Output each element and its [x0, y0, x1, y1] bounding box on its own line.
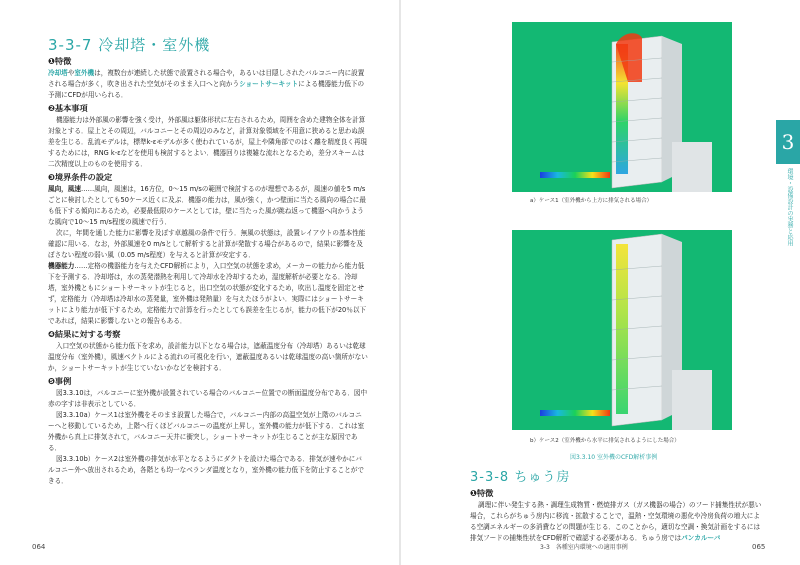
figure-case2: [512, 230, 732, 430]
paragraph-wind-2: 次に，年間を通した能力に影響を及ぼす卓越風の条件で行う．無風の状態は，設置レイアウトの基本性能確認に用いる．なお，外部風速を0 m/sとして解析すると計算が発散する場合があるので，結果に影響を及ぼさない程度の弱い風（0.05 m/s程度）を与えると計算が安定する．: [48, 229, 366, 259]
paragraph-capacity: 機器能力……定格の機器能力を与えたCFD解析により，入口空気の状態を求め，メーカーの能力から能力低下を予測する．冷却塔は，水の蒸発潜熱を利用して冷却水を冷却するため，湿度解析が必要となる．冷却塔，室外機ともにショートサーキットが生じると，出口空気の状態が変化するため，吹出し温度を固定とせず，定格能力（冷却塔は冷却水の蒸発量，室外機は発熱量）を与えたほうがよい．実際にはショートサーキットにより能力が低下するため，定格能力で計算を行ったとしても誤差を生じるが，能力の低下が20％以下であれば，結果に影響しないとの報告もある．: [48, 262, 367, 325]
chapter-tab: 3: [776, 120, 800, 164]
page-number-left: 064: [32, 543, 46, 551]
page-number-right: 065: [752, 543, 766, 551]
paragraph-results: 入口空気の状態から能力低下を求め，設計能力以下となる場合は，遮蔽温度分布（冷却塔）あるいは乾球温度分布（室外機），風速ベクトルによる流れの可視化を行い，遮蔽温度あるいは乾球温度の高い箇所がないか，ショートサーキットが生じていないかなどを検討する．: [48, 342, 368, 372]
paragraph-basics: 機器能力は外部風の影響を強く受け，外部風は躯体形状に左右されるため，周囲を含めた建物全体を計算対象とする．屋上とその周辺，バルコニーとその周辺のみなど，計算対象領域を不用意に狭めると思わぬ誤差を生じる．乱流モデルは，標準k-εモデルが多く使われているが，屋上や隣角部でのはく離を精度良く再現するためには，RNG k-εなどを使用も検討するとよい．機器回りは複雑な流れとなるため，差分スキームは二次精度以上のものを使用する．: [48, 116, 368, 168]
heading-features: ❶特徴: [48, 56, 72, 66]
figure-case2-graphic: [512, 230, 732, 430]
heading-example: ❺事例: [48, 376, 72, 386]
figure-case1-graphic: [512, 22, 732, 192]
figure-case1: [512, 22, 732, 192]
caption-case2: b）ケース2（室外機から水平に排気されるようにした場合）: [530, 438, 680, 444]
figure-title: 図3.3.10 室外機のCFD解析事例: [570, 454, 658, 461]
left-body: [48, 54, 368, 487]
chapter-sidebar-text: 環境・設備設計の実務と応用: [786, 168, 793, 246]
heading-results: ❹結果に対する考察: [48, 329, 121, 339]
heading-kitchen-features: ❶特徴: [470, 488, 494, 498]
caption-case1: a）ケース1（室外機から上方に排気される場合）: [530, 198, 653, 204]
paragraph-kitchen: 調理に伴い発生する熱・調理生成物質・燃焼排ガス（ガス機器の場合）のフード捕集性状が悪い場合，これらがちゅう房内に移流・拡散することで，温熱・空気環境の悪化や冷房負荷の増大による空調エネルギーの多消費などの問題が生じる．このことから，適切な空調・換気計画をするには排気フードの捕集性状をCFD解析で確認する必要がある．ちゅう房ではパンカルーバ: [470, 501, 762, 542]
heading-basics: ❷基本事項: [48, 103, 88, 113]
section2-title: 3-3-8 ちゅう房: [470, 470, 571, 485]
paragraph-example-1: 図3.3.10は，バルコニーに室外機が設置されている場合のバルコニー位置での断面温度分布である．図中赤の字すは非表示としている．: [48, 389, 368, 408]
heading-boundary: ❸境界条件の設定: [48, 172, 113, 182]
paragraph-features: 冷却塔や室外機は，複数台が連続した状態で設置される場合や，あるいは目隠しされたバルコニー内に設置される場合が多く，吹き出された空気がそのまま入口へと向かうショートサーキットによる機器能力低下の予測にCFDが用いられる．: [48, 69, 365, 99]
right-body: [470, 486, 766, 544]
paragraph-example-2: 図3.3.10a）ケース1は室外機をそのまま設置した場合で，バルコニー内部の高温空気が上階のバルコニーへと移動しているため，上階へ行くほどバルコニーの温度が上昇し，室外機の能力が低下する．これは室外機から真上に排気されて，バルコニー天井に衝突し，ショートサーキットが生じることが主な原因である．: [48, 411, 365, 452]
running-footer: 3-3 各種室内環境への適用事例: [540, 544, 628, 551]
section-title: 3-3-7 冷却塔・室外機: [48, 36, 211, 54]
paragraph-wind: 風向，風速……風向，風速は，16方位，0〜15 m/sの範囲で検討するのが理想であるが，風速の値を5 m/sごとに検討したとしても50ケース近くに及ぶ．機器の能力は，風が強く，かつ壁面に当たる風向の場合に最も低下する傾向にあるため，必要最低限のケースとしては，壁に当たった風が跳ね返って機器へ向かうような風向で10〜15 m/s程度の風速で行う．: [48, 185, 366, 226]
right-page: [400, 0, 800, 565]
paragraph-example-3: 図3.3.10b）ケース2は室外機の排気が水平となるようにダクトを設けた場合である．排気が速やかにバルコニー外へ放出されるため，各階とも均一なベランダ温度となり，室外機の能力低下を防止することができる．: [48, 455, 364, 485]
